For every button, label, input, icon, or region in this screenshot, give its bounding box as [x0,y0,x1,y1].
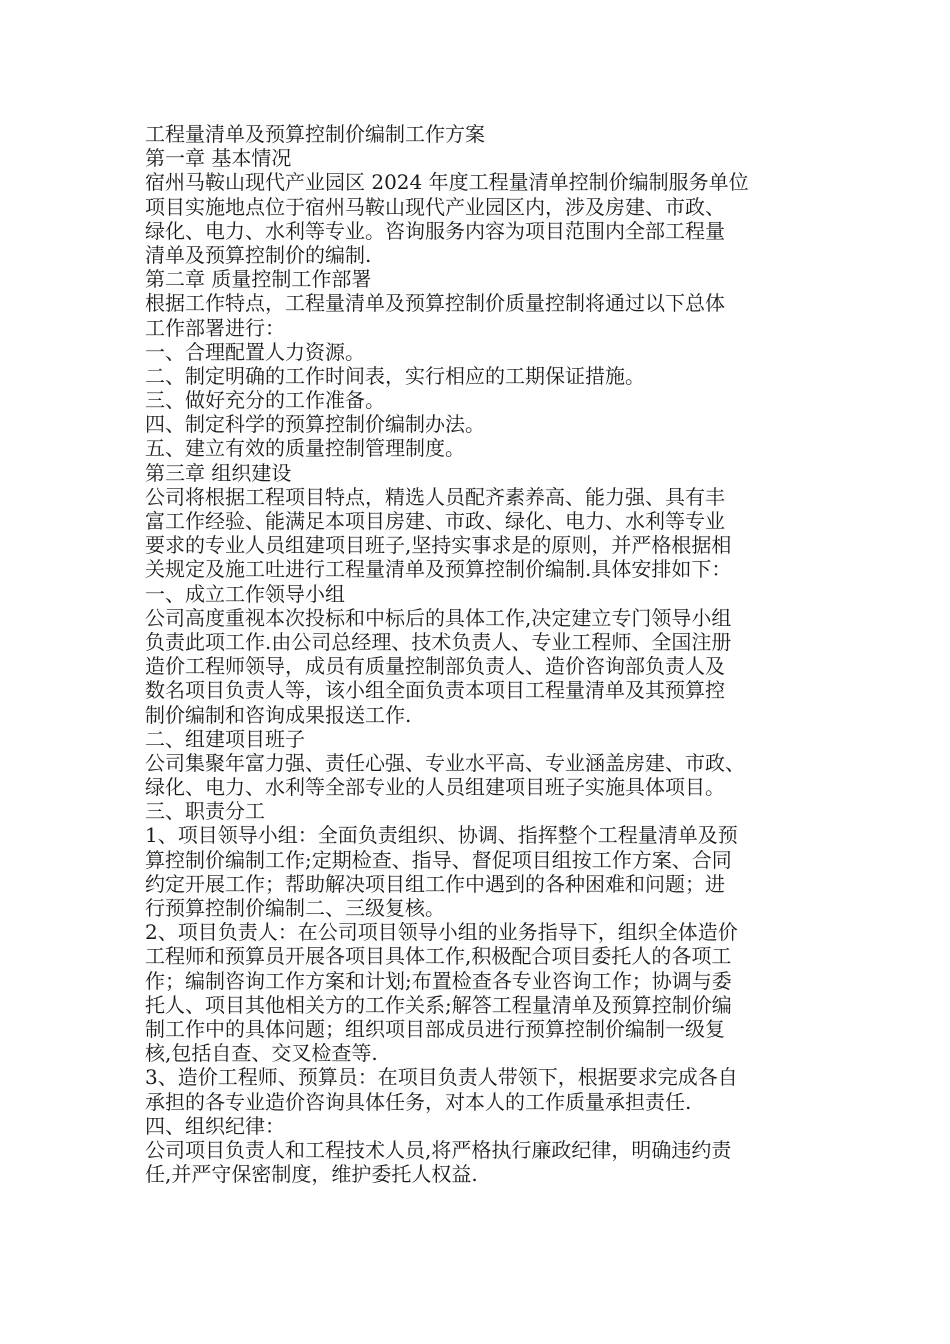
section-heading: 三、职责分工 [145,799,265,824]
text-line: 作；编制咨询工作方案和计划;布置检查各专业咨询工作；协调与委 [145,968,732,993]
list-item: 一、合理配置人力资源。 [145,339,365,364]
text-line: 数名项目负责人等，该小组全面负责本项目工程量清单及其预算控 [145,678,725,703]
list-item: 二、制定明确的工作时间表，实行相应的工期保证措施。 [145,363,645,388]
text-line: 宿州马鞍山现代产业园区 2024 年度工程量清单控制价编制服务单位 [145,170,749,195]
text-line: 3、造价工程师、预算员：在项目负责人带领下，根据要求完成各自 [145,1065,738,1090]
text-line: 绿化、电力、水利等专业。咨询服务内容为项目范围内全部工程量 [145,218,725,243]
text-line: 清单及预算控制价的编制. [145,242,372,267]
text-line: 工作部署进行： [145,315,285,340]
text-line: 承担的各专业造价咨询具体任务，对本人的工作质量承担责任. [145,1089,692,1114]
list-item: 四、制定科学的预算控制价编制办法。 [145,412,485,437]
text-line: 公司项目负责人和工程技术人员,将严格执行廉政纪律，明确违约责 [145,1137,732,1162]
text-line: 公司集聚年富力强、责任心强、专业水平高、专业涵盖房建、市政、 [145,750,745,775]
list-item: 三、做好充分的工作准备。 [145,388,385,413]
text-line: 约定开展工作；帮助解决项目组工作中遇到的各种困难和问题；进 [145,871,725,896]
text-line: 行预算控制价编制二、三级复核。 [145,896,445,920]
text-line: 工程师和预算员开展各项目具体工作,积极配合项目委托人的各项工 [145,944,732,969]
text-line: 造价工程师领导，成员有质量控制部负责人、造价咨询部负责人及 [145,654,725,679]
chapter-heading: 第三章 组织建设 [145,460,292,485]
chapter-heading: 第一章 基本情况 [145,146,292,171]
text-line: 公司高度重视本次投标和中标后的具体工作,决定建立专门领导小组 [145,605,732,630]
chapter-heading: 第二章 质量控制工作部署 [145,267,372,292]
text-line: 绿化、电力、水利等全部专业的人员组建项目班子实施具体项目。 [145,775,725,800]
text-line: 算控制价编制工作;定期检查、指导、督促项目组按工作方案、合同 [145,847,732,872]
section-heading: 二、组建项目班子 [145,726,305,751]
text-line: 2、项目负责人：在公司项目领导小组的业务指导下，组织全体造价 [145,920,738,945]
text-line: 根据工作特点，工程量清单及预算控制价质量控制将通过以下总体 [145,291,725,316]
text-line: 公司将根据工程项目特点，精选人员配齐素养高、能力强、具有丰 [145,484,725,509]
document-body [145,122,835,1186]
text-line: 核,包括自查、交叉检查等. [145,1041,378,1066]
text-line: 负责此项工作.由公司总经理、技术负责人、专业工程师、全国注册 [145,629,732,654]
document-title: 工程量清单及预算控制价编制工作方案 [145,122,485,146]
text-line: 托人、项目其他相关方的工作关系;解答工程量清单及预算控制价编 [145,992,732,1017]
text-line: 任,并严守保密制度，维护委托人权益. [145,1162,478,1187]
text-line: 制工作中的具体问题；组织项目部成员进行预算控制价编制一级复 [145,1016,725,1041]
text-line: 制价编制和咨询成果报送工作. [145,702,412,727]
text-line: 项目实施地点位于宿州马鞍山现代产业园区内，涉及房建、市政、 [145,194,725,219]
text-line: 要求的专业人员组建项目班子,坚持实事求是的原则，并严格根据相 [145,533,732,558]
text-line: 1、项目领导小组：全面负责组织、协调、指挥整个工程量清单及预 [145,823,738,848]
text-line: 富工作经验、能满足本项目房建、市政、绿化、电力、水利等专业 [145,509,725,533]
section-heading: 一、成立工作领导小组 [145,581,345,606]
section-heading: 四、组织纪律： [145,1113,285,1138]
text-line: 关规定及施工吐进行工程量清单及预算控制价编制.具体安排如下： [145,557,732,582]
list-item: 五、建立有效的质量控制管理制度。 [145,436,465,461]
